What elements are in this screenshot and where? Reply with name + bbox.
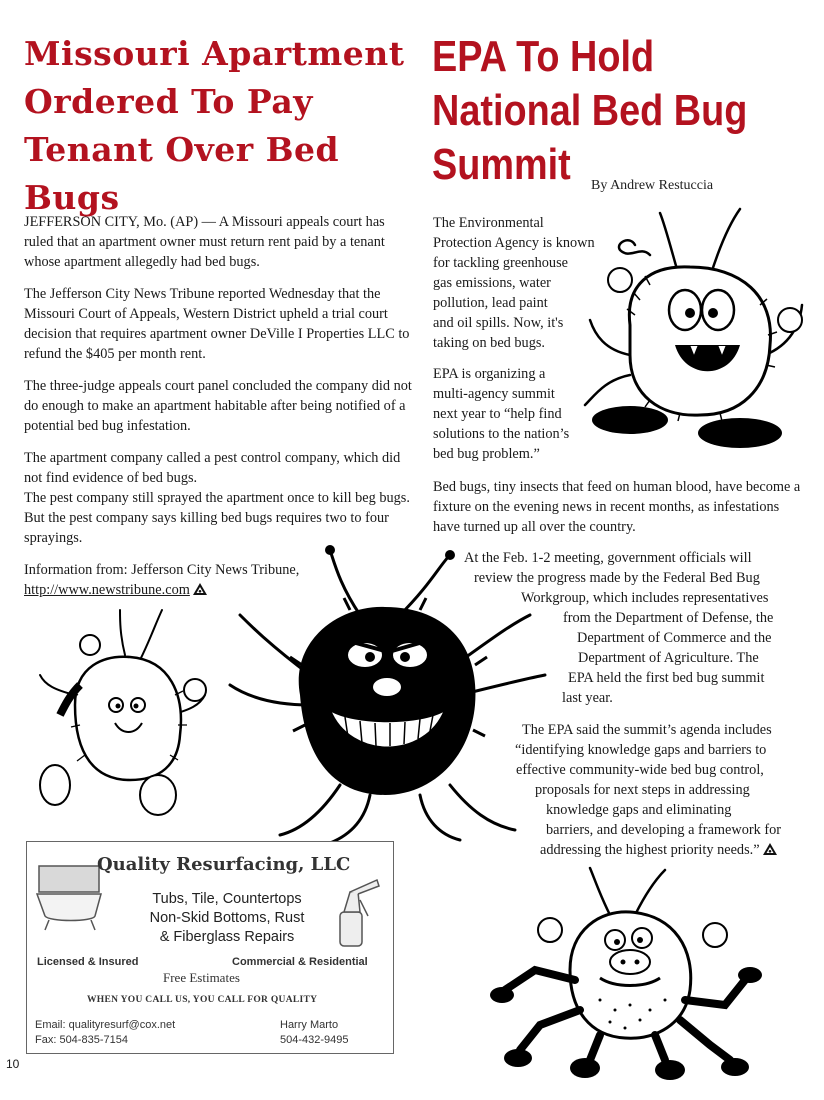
ad-licensed: Licensed & Insured [37, 956, 139, 968]
text-line: multi-agency summit [433, 386, 555, 402]
text-line: for tackling greenhouse [433, 255, 568, 271]
ad-free-estimates: Free Estimates [163, 970, 240, 985]
paragraph: The apartment company called a pest control company, which did not find evidence of bed bugs. [24, 450, 401, 486]
bed-bug-cartoon [20, 605, 220, 820]
right-paragraph-3: Bed bugs, tiny insects that feed on human blood, have become a fixture on the evening news in recent months, as infestations have turned up all over the country. [433, 479, 801, 535]
text-line: pollution, lead paint [433, 295, 548, 311]
bed-bug-cartoon [490, 860, 770, 1085]
text-line: from the Department of Defense, the [563, 610, 774, 626]
bed-bug-cartoon [230, 545, 550, 845]
text-line: proposals for next steps in addressing [535, 782, 750, 798]
text-line: gas emissions, water [433, 275, 551, 291]
text-line: The Environmental [433, 215, 544, 231]
right-paragraph-2 [433, 364, 593, 464]
byline: By Andrew Restuccia [591, 178, 714, 193]
paragraph: The pest company still sprayed the apartment once to kill beg bugs. But the pest company says killing bed bugs requires two to four sprayings. [24, 490, 410, 546]
text-line: barriers, and developing a framework for [546, 822, 782, 838]
text-line: last year. [562, 690, 613, 706]
left-headline: Missouri Apartment Ordered To Pay Tenant Over Bed Bugs [24, 34, 405, 217]
text-line: At the Feb. 1-2 meeting, government officials will [464, 550, 752, 566]
end-mark-icon [763, 843, 777, 855]
paragraph: JEFFERSON CITY, Mo. (AP) — A Missouri appeals court has ruled that an apartment owner must return rent paid by a tenant whose apartment allegedly had bed bugs. [24, 214, 385, 270]
text-line: Protection Agency is known [433, 235, 595, 251]
ad-services: Tubs, Tile, Countertops Non-Skid Bottoms, Rust & Fiberglass Repairs [149, 891, 305, 945]
ad-commercial: Commercial & Residential [232, 956, 368, 968]
right-headline: EPA To Hold National Bed Bug Summit [432, 32, 748, 189]
advertisement [26, 841, 394, 1054]
text-line: taking on bed bugs. [433, 335, 545, 351]
ad-company-name: Quality Resurfacing, LLC [97, 854, 351, 875]
bed-bug-cartoon [590, 205, 810, 455]
page-number: 10 [6, 1057, 20, 1071]
ad-contact-left: Email: qualityresurf@cox.net Fax: 504-835-7154 [35, 1019, 176, 1046]
text-line: next year to “help find [433, 406, 562, 422]
text-line: The EPA said the summit’s agenda includes [522, 722, 772, 738]
text-line: EPA is organizing a [433, 366, 546, 382]
text-line: solutions to the nation’s [433, 426, 570, 442]
text-line: Department of Commerce and the [577, 630, 772, 646]
paragraph: The three-judge appeals court panel concluded the company did not do enough to make an apartment habitable after being notified of a potential bed bug infestation. [24, 378, 412, 434]
text-line: Workgroup, which includes representatives [521, 590, 769, 606]
text-line: EPA held the first bed bug summit [568, 670, 765, 686]
ad-slogan: WHEN YOU CALL US, YOU CALL FOR QUALITY [87, 995, 318, 1005]
ad-contact-right: Harry Marto 504-432-9495 [280, 1019, 349, 1046]
bathtub-icon [35, 864, 105, 934]
text-line: Department of Agriculture. The [578, 650, 759, 666]
paragraph: The Jefferson City News Tribune reported Wednesday that the Missouri Court of Appeals, Western District upheld a trial court decision that requires apartment owner DeVille I Properties LLC to refund the $405 per month rent. [24, 286, 410, 362]
text-line: review the progress made by the Federal Bed Bug [474, 570, 760, 586]
spray-gun-icon [332, 872, 382, 952]
left-article-body [24, 212, 416, 600]
text-line-last: addressing the highest priority needs.” [540, 840, 824, 860]
text-line: knowledge gaps and eliminating [546, 802, 732, 818]
text-line: bed bug problem.” [433, 446, 540, 462]
text-line: and oil spills. Now, it's [433, 315, 564, 331]
text-line: effective community-wide bed bug control, [516, 762, 764, 778]
source-link[interactable]: http://www.newstribune.com [24, 582, 190, 598]
source-label: Information from: Jefferson City News Tribune, [24, 562, 300, 578]
text-line: “identifying knowledge gaps and barriers to [515, 742, 767, 758]
